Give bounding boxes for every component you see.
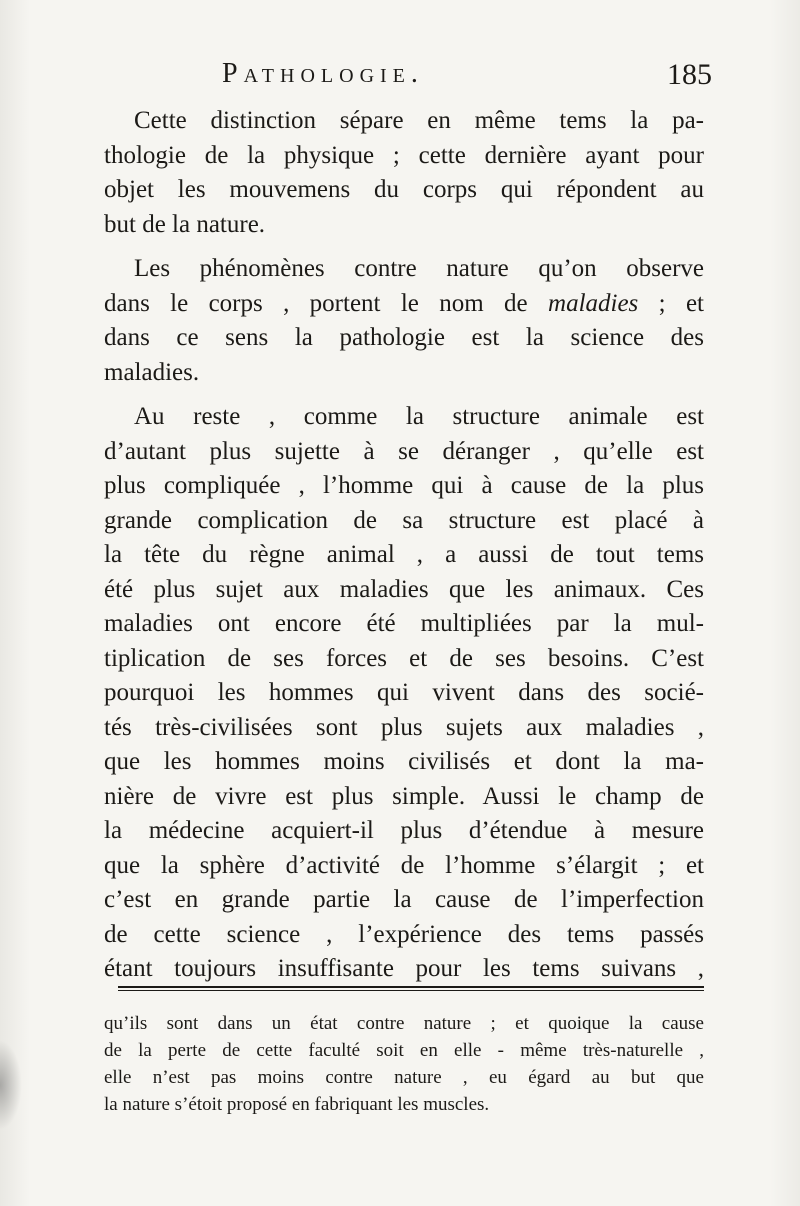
text-line: maladies. [104,358,200,386]
text-line: objet les mouvemens du corps qui répondent au [104,176,704,203]
text-fragment: dans le corps , portent le nom de [104,289,549,317]
main-text [104,104,704,987]
running-head [222,58,712,98]
text-line: maladies ont encore été multipliées par la mul- [104,610,704,637]
text-line: Cette distinction sépare en même tems la pa- [134,107,704,134]
text-line: la tête du règne animal , a aussi de tout tems [104,541,704,568]
running-title: Pathologie. [222,58,424,89]
footnote-rule [118,986,704,991]
footnote-line: qu’ils sont dans un état contre nature ; et quoique la cause [104,1013,704,1034]
text-line: plus compliquée , l’homme qui à cause de la plus [104,472,704,499]
text-line: d’autant plus sujette à se déranger , qu’elle est [104,437,704,465]
text-line [104,287,704,322]
text-line: tés très-civilisées sont plus sujets aux maladies , [104,713,704,741]
text-line: thologie de la physique ; cette dernière ayant pour [104,141,704,169]
text-line: nière de vivre est plus simple. Aussi le champ de [104,782,704,810]
text-line: tiplication de ses forces et de ses besoins. C’est [104,644,704,672]
footnote-line: elle n’est pas moins contre nature , eu égard au but que [104,1067,704,1088]
text-line: été plus sujet aux maladies que les animaux. Ces [104,575,704,603]
text-line: que la sphère d’activité de l’homme s’élargit ; et [104,851,704,879]
footnote-line: de la perte de cette faculté soit en elle - même très-naturelle , [104,1040,704,1061]
text-line: de cette science , l’expérience des tems passés [104,920,704,948]
text-line: pourquoi les hommes qui vivent dans des socié- [104,679,704,706]
text-line: la médecine acquiert-il plus d’étendue à mesure [104,817,704,844]
text-line: Les phénomènes contre nature qu’on observe [134,255,704,282]
text-line: dans ce sens la pathologie est la science des [104,324,704,351]
text-line: grande complication de sa structure est placé à [104,506,704,534]
footnote-line: la nature s’étoit proposé en fabriquant les muscles. [104,1094,490,1115]
text-fragment: ; et [638,289,704,317]
text-line: but de la nature. [104,210,266,238]
italic-term: maladies [548,289,639,317]
page-number: 185 [667,58,712,91]
footnote [104,1010,704,1118]
text-line: étant toujours insuffisante pour les tems suivans , [104,955,704,982]
page-edge-shadow [0,1040,22,1130]
text-line: Au reste , comme la structure animale est [134,403,704,430]
text-line: c’est en grande partie la cause de l’imperfection [104,886,704,913]
text-line: que les hommes moins civilisés et dont la ma- [104,748,704,775]
